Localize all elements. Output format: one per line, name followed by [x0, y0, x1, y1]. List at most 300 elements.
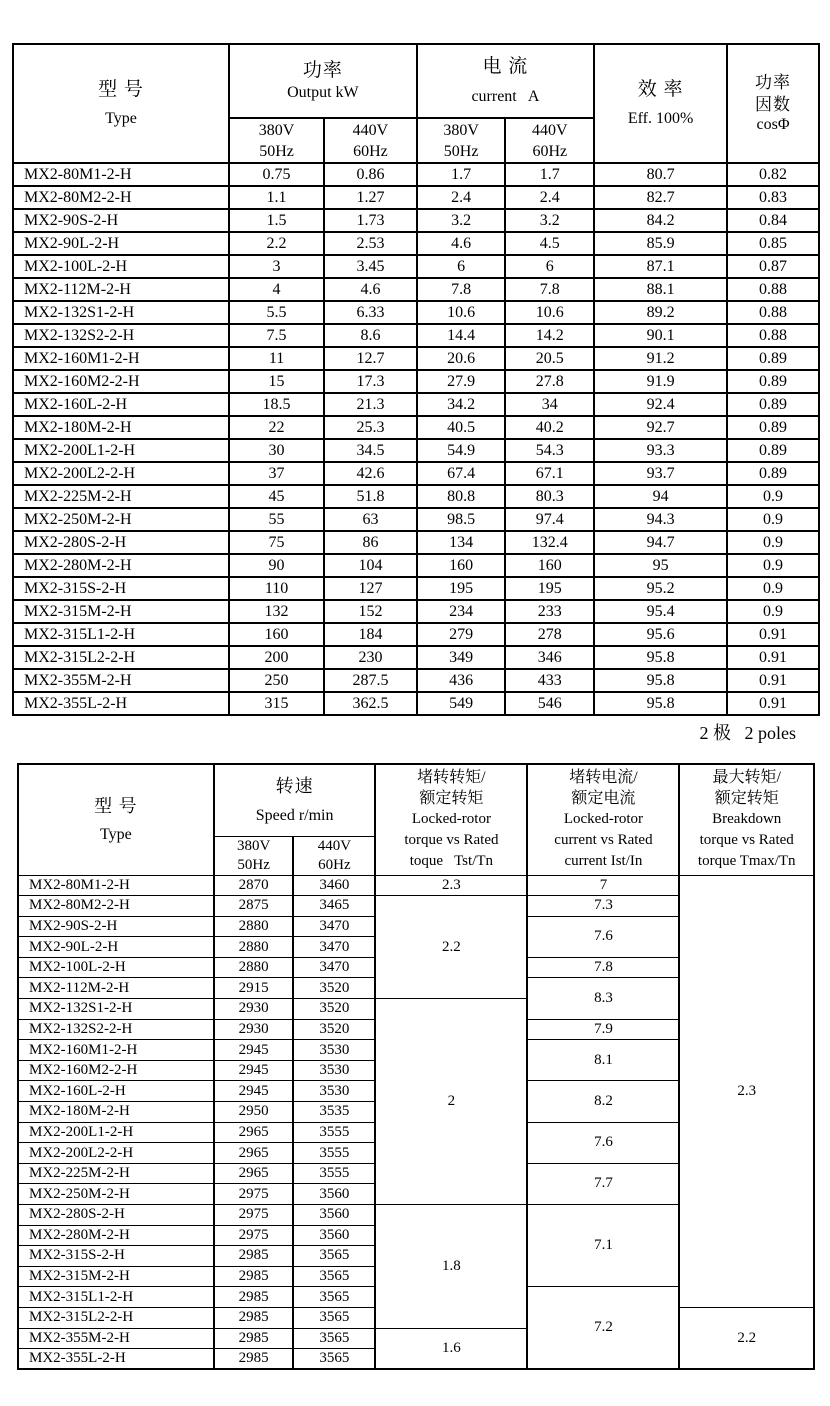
tst-tn-cell: 2: [375, 999, 527, 1205]
model-cell: MX2-80M2-2-H: [13, 186, 229, 209]
model-cell: MX2-180M-2-H: [13, 416, 229, 439]
table-row: [13, 646, 819, 669]
efficiency-cell: 95.4: [594, 600, 727, 623]
power-factor-cell: 0.84: [727, 209, 819, 232]
current-440v-cell: 27.8: [505, 370, 594, 393]
model-cell: MX2-80M1-2-H: [18, 875, 214, 896]
model-cell: MX2-315M-2-H: [13, 600, 229, 623]
current-440v-cell: 195: [505, 577, 594, 600]
current-380v-cell: 27.9: [417, 370, 506, 393]
output-440v-cell: 0.86: [324, 163, 417, 186]
power-factor-cell: 0.89: [727, 393, 819, 416]
output-440v-cell: 184: [324, 623, 417, 646]
output-380v-cell: 3: [229, 255, 324, 278]
model-cell: MX2-355L-2-H: [18, 1349, 214, 1370]
model-cell: MX2-280M-2-H: [18, 1225, 214, 1246]
efficiency-header-zh: 效 率: [637, 78, 684, 100]
output-380v-cell: 55: [229, 508, 324, 531]
model-cell: MX2-355M-2-H: [18, 1328, 214, 1349]
speed-header-zh: 转速: [275, 776, 314, 796]
tmax-tn-cell: 2.3: [679, 875, 814, 1307]
model-cell: MX2-132S1-2-H: [13, 301, 229, 324]
output-440v-cell: 12.7: [324, 347, 417, 370]
table-row: [13, 462, 819, 485]
speed-440v-cell: 3560: [293, 1184, 375, 1205]
speed-380v-cell: 2975: [214, 1184, 294, 1205]
efficiency-cell: 95.6: [594, 623, 727, 646]
model-cell: MX2-200L2-2-H: [18, 1143, 214, 1164]
power-factor-header-zh2: 因数: [755, 94, 792, 114]
output-380v-cell: 22: [229, 416, 324, 439]
power-factor-cell: 0.9: [727, 600, 819, 623]
power-header: [229, 44, 417, 118]
power-factor-cell: 0.89: [727, 416, 819, 439]
table-row: [13, 531, 819, 554]
speed-440v-cell: 3470: [293, 937, 375, 958]
model-cell: MX2-160M1-2-H: [18, 1040, 214, 1061]
table-row: [13, 278, 819, 301]
power-factor-cell: 0.9: [727, 531, 819, 554]
current-380v-cell: 67.4: [417, 462, 506, 485]
power-header-en: Output kW: [287, 83, 359, 101]
model-cell: MX2-112M-2-H: [13, 278, 229, 301]
current-440v-cell: 2.4: [505, 186, 594, 209]
efficiency-cell: 94: [594, 485, 727, 508]
model-cell: MX2-200L1-2-H: [18, 1122, 214, 1143]
table-row: [13, 232, 819, 255]
efficiency-cell: 93.3: [594, 439, 727, 462]
output-380v-cell: 90: [229, 554, 324, 577]
model-cell: MX2-315L1-2-H: [18, 1287, 214, 1308]
table-row: [13, 692, 819, 715]
efficiency-cell: 95.8: [594, 646, 727, 669]
model-cell: MX2-200L2-2-H: [13, 462, 229, 485]
current-380v-cell: 349: [417, 646, 506, 669]
efficiency-cell: 89.2: [594, 301, 727, 324]
output-380v-cell: 1.5: [229, 209, 324, 232]
speed-440v-cell: 3565: [293, 1246, 375, 1267]
output-440v-cell: 51.8: [324, 485, 417, 508]
current-440v-cell: 40.2: [505, 416, 594, 439]
speed-440v-cell: 3560: [293, 1225, 375, 1246]
table-row: [13, 347, 819, 370]
tmax-tn-cell: 2.2: [679, 1307, 814, 1369]
model-cell: MX2-315M-2-H: [18, 1266, 214, 1287]
output-440v-cell: 4.6: [324, 278, 417, 301]
power-factor-cell: 0.89: [727, 347, 819, 370]
current-440v-cell: 20.5: [505, 347, 594, 370]
speed-440v-cell: 3535: [293, 1102, 375, 1123]
speed-380v-subheader: 380V 50Hz: [214, 836, 294, 875]
speed-380v-cell: 2965: [214, 1143, 294, 1164]
current-380v-cell: 195: [417, 577, 506, 600]
efficiency-cell: 80.7: [594, 163, 727, 186]
output-440v-cell: 42.6: [324, 462, 417, 485]
output-440v-cell: 287.5: [324, 669, 417, 692]
current-440v-subheader: 440V 60Hz: [505, 118, 594, 163]
output-380v-cell: 4: [229, 278, 324, 301]
type-header-zh: 型 号: [98, 78, 144, 100]
speed-440v-cell: 3470: [293, 957, 375, 978]
model-cell: MX2-90S-2-H: [13, 209, 229, 232]
power-header-zh: 功率: [302, 60, 343, 82]
speed-440v-cell: 3520: [293, 978, 375, 999]
output-440v-cell: 2.53: [324, 232, 417, 255]
model-cell: MX2-315L2-2-H: [18, 1307, 214, 1328]
power-factor-cell: 0.91: [727, 646, 819, 669]
ist-in-cell: 7.7: [527, 1163, 679, 1204]
power-factor-cell: 0.91: [727, 669, 819, 692]
speed-440v-cell: 3565: [293, 1328, 375, 1349]
speed-440v-cell: 3465: [293, 896, 375, 917]
current-380v-cell: 6: [417, 255, 506, 278]
current-440v-cell: 97.4: [505, 508, 594, 531]
model-cell: MX2-132S2-2-H: [13, 324, 229, 347]
current-440v-cell: 7.8: [505, 278, 594, 301]
current-380v-cell: 549: [417, 692, 506, 715]
current-380v-cell: 10.6: [417, 301, 506, 324]
output-440v-cell: 25.3: [324, 416, 417, 439]
output-380v-cell: 5.5: [229, 301, 324, 324]
table-row: [13, 439, 819, 462]
speed-440v-cell: 3560: [293, 1205, 375, 1226]
current-380v-cell: 134: [417, 531, 506, 554]
power-factor-cell: 0.88: [727, 278, 819, 301]
speed-380v-cell: 2945: [214, 1040, 294, 1061]
efficiency-header: [594, 44, 727, 163]
power-factor-cell: 0.89: [727, 370, 819, 393]
model-cell: MX2-160L-2-H: [13, 393, 229, 416]
speed-440v-cell: 3530: [293, 1081, 375, 1102]
efficiency-cell: 95.8: [594, 692, 727, 715]
model-cell: MX2-160L-2-H: [18, 1081, 214, 1102]
table-row: [13, 393, 819, 416]
output-380v-cell: 75: [229, 531, 324, 554]
model-cell: MX2-250M-2-H: [13, 508, 229, 531]
model-cell: MX2-132S1-2-H: [18, 999, 214, 1020]
table-row: [18, 875, 814, 896]
current-380v-cell: 1.7: [417, 163, 506, 186]
table-row: [13, 485, 819, 508]
current-440v-cell: 3.2: [505, 209, 594, 232]
speed-440v-cell: 3470: [293, 916, 375, 937]
output-380v-cell: 11: [229, 347, 324, 370]
current-380v-cell: 34.2: [417, 393, 506, 416]
model-cell: MX2-280M-2-H: [13, 554, 229, 577]
breakdown-torque-header: 最大转矩/ 额定转矩 Breakdown torque vs Rated torque Tmax/Tn: [679, 764, 814, 875]
output-440v-cell: 21.3: [324, 393, 417, 416]
ist-in-cell: 7.6: [527, 1122, 679, 1163]
power-440v-subheader: 440V 60Hz: [324, 118, 417, 163]
power-factor-cell: 0.9: [727, 508, 819, 531]
output-440v-cell: 6.33: [324, 301, 417, 324]
current-440v-cell: 6: [505, 255, 594, 278]
speed-440v-cell: 3530: [293, 1040, 375, 1061]
tst-tn-cell: 2.3: [375, 875, 527, 896]
table-row: [13, 577, 819, 600]
table-row: [13, 508, 819, 531]
power-factor-cell: 0.91: [727, 623, 819, 646]
table-row: [13, 301, 819, 324]
power-factor-cell: 0.9: [727, 554, 819, 577]
efficiency-cell: 87.1: [594, 255, 727, 278]
output-380v-cell: 7.5: [229, 324, 324, 347]
model-cell: MX2-200L1-2-H: [13, 439, 229, 462]
type-header: [13, 44, 229, 163]
power-factor-cell: 0.9: [727, 485, 819, 508]
current-380v-cell: 14.4: [417, 324, 506, 347]
tst-tn-cell: 1.6: [375, 1328, 527, 1369]
efficiency-cell: 85.9: [594, 232, 727, 255]
current-header: [417, 44, 594, 118]
output-380v-cell: 15: [229, 370, 324, 393]
output-440v-cell: 17.3: [324, 370, 417, 393]
speed-380v-cell: 2965: [214, 1163, 294, 1184]
model-cell: MX2-280S-2-H: [18, 1205, 214, 1226]
efficiency-cell: 84.2: [594, 209, 727, 232]
current-440v-cell: 10.6: [505, 301, 594, 324]
table-row: [13, 669, 819, 692]
model-cell: MX2-315S-2-H: [13, 577, 229, 600]
speed-440v-cell: 3565: [293, 1266, 375, 1287]
output-440v-cell: 1.27: [324, 186, 417, 209]
speed-380v-cell: 2985: [214, 1287, 294, 1308]
table-row: [13, 554, 819, 577]
speed-380v-cell: 2985: [214, 1246, 294, 1267]
current-380v-cell: 7.8: [417, 278, 506, 301]
model-cell: MX2-160M2-2-H: [13, 370, 229, 393]
speed-380v-cell: 2915: [214, 978, 294, 999]
model-cell: MX2-160M2-2-H: [18, 1060, 214, 1081]
speed-header: [214, 764, 376, 836]
output-380v-cell: 315: [229, 692, 324, 715]
output-380v-cell: 200: [229, 646, 324, 669]
efficiency-header-en: Eff. 100%: [627, 110, 694, 128]
table-row: [13, 255, 819, 278]
speed-380v-cell: 2985: [214, 1307, 294, 1328]
speed-380v-cell: 2870: [214, 875, 294, 896]
current-440v-cell: 346: [505, 646, 594, 669]
ist-in-cell: 7.6: [527, 916, 679, 957]
output-current-table: [12, 43, 820, 716]
ist-in-cell: 7.1: [527, 1205, 679, 1287]
power-factor-cell: 0.87: [727, 255, 819, 278]
current-380v-cell: 3.2: [417, 209, 506, 232]
efficiency-cell: 94.3: [594, 508, 727, 531]
efficiency-cell: 82.7: [594, 186, 727, 209]
output-380v-cell: 37: [229, 462, 324, 485]
type-header-t2: [18, 764, 214, 875]
type-header-en: Type: [105, 110, 137, 128]
ist-in-cell: 8.1: [527, 1040, 679, 1081]
efficiency-cell: 93.7: [594, 462, 727, 485]
output-380v-cell: 2.2: [229, 232, 324, 255]
current-440v-cell: 54.3: [505, 439, 594, 462]
efficiency-cell: 88.1: [594, 278, 727, 301]
ist-in-cell: 7: [527, 875, 679, 896]
model-cell: MX2-225M-2-H: [13, 485, 229, 508]
model-cell: MX2-180M-2-H: [18, 1102, 214, 1123]
model-cell: MX2-80M2-2-H: [18, 896, 214, 917]
output-440v-cell: 230: [324, 646, 417, 669]
current-380v-cell: 2.4: [417, 186, 506, 209]
efficiency-cell: 92.4: [594, 393, 727, 416]
speed-380v-cell: 2985: [214, 1349, 294, 1370]
model-cell: MX2-355L-2-H: [13, 692, 229, 715]
output-440v-cell: 152: [324, 600, 417, 623]
current-380v-cell: 234: [417, 600, 506, 623]
table-row: [13, 623, 819, 646]
output-380v-cell: 1.1: [229, 186, 324, 209]
power-factor-cell: 0.82: [727, 163, 819, 186]
speed-380v-cell: 2945: [214, 1060, 294, 1081]
efficiency-cell: 91.9: [594, 370, 727, 393]
current-440v-cell: 14.2: [505, 324, 594, 347]
model-cell: MX2-280S-2-H: [13, 531, 229, 554]
current-380v-cell: 98.5: [417, 508, 506, 531]
power-factor-cell: 0.9: [727, 577, 819, 600]
efficiency-cell: 94.7: [594, 531, 727, 554]
power-factor-cell: 0.89: [727, 462, 819, 485]
speed-440v-cell: 3565: [293, 1287, 375, 1308]
current-440v-cell: 67.1: [505, 462, 594, 485]
speed-440v-cell: 3555: [293, 1122, 375, 1143]
output-440v-cell: 1.73: [324, 209, 417, 232]
ist-in-cell: 7.2: [527, 1287, 679, 1369]
power-factor-cell: 0.83: [727, 186, 819, 209]
table-row: [13, 163, 819, 186]
output-440v-cell: 127: [324, 577, 417, 600]
power-factor-cell: 0.89: [727, 439, 819, 462]
table-row: [13, 324, 819, 347]
current-440v-cell: 278: [505, 623, 594, 646]
speed-380v-cell: 2930: [214, 1019, 294, 1040]
output-440v-cell: 104: [324, 554, 417, 577]
output-380v-cell: 132: [229, 600, 324, 623]
current-header-en: current A: [471, 87, 540, 105]
current-440v-cell: 34: [505, 393, 594, 416]
current-380v-cell: 54.9: [417, 439, 506, 462]
tst-tn-cell: 2.2: [375, 896, 527, 999]
speed-380v-cell: 2880: [214, 937, 294, 958]
current-440v-cell: 433: [505, 669, 594, 692]
speed-440v-cell: 3530: [293, 1060, 375, 1081]
power-factor-header-en: cosΦ: [756, 115, 790, 133]
speed-380v-cell: 2880: [214, 957, 294, 978]
model-cell: MX2-225M-2-H: [18, 1163, 214, 1184]
speed-440v-cell: 3555: [293, 1163, 375, 1184]
efficiency-cell: 95.8: [594, 669, 727, 692]
power-factor-cell: 0.88: [727, 301, 819, 324]
efficiency-cell: 92.7: [594, 416, 727, 439]
model-cell: MX2-315S-2-H: [18, 1246, 214, 1267]
current-380v-cell: 80.8: [417, 485, 506, 508]
tst-tn-cell: 1.8: [375, 1205, 527, 1329]
output-440v-cell: 8.6: [324, 324, 417, 347]
output-440v-cell: 362.5: [324, 692, 417, 715]
output-380v-cell: 45: [229, 485, 324, 508]
model-cell: MX2-100L-2-H: [13, 255, 229, 278]
current-380v-cell: 4.6: [417, 232, 506, 255]
power-factor-header-zh1: 功率: [755, 73, 792, 93]
power-factor-cell: 0.88: [727, 324, 819, 347]
efficiency-cell: 90.1: [594, 324, 727, 347]
speed-380v-cell: 2875: [214, 896, 294, 917]
locked-rotor-torque-header: 堵转转矩/ 额定转矩 Locked-rotor torque vs Rated toque Tst/Tn: [375, 764, 527, 875]
locked-rotor-current-header: 堵转电流/ 额定电流 Locked-rotor current vs Rated current Ist/In: [527, 764, 679, 875]
current-380v-cell: 20.6: [417, 347, 506, 370]
table1-body: [13, 163, 819, 715]
speed-380v-cell: 2945: [214, 1081, 294, 1102]
ist-in-cell: 8.2: [527, 1081, 679, 1122]
current-440v-cell: 4.5: [505, 232, 594, 255]
table-row: [13, 370, 819, 393]
output-380v-cell: 0.75: [229, 163, 324, 186]
model-cell: MX2-112M-2-H: [18, 978, 214, 999]
current-380v-cell: 279: [417, 623, 506, 646]
output-380v-cell: 18.5: [229, 393, 324, 416]
current-header-zh: 电 流: [482, 56, 529, 78]
speed-380v-cell: 2950: [214, 1102, 294, 1123]
ist-in-cell: 7.3: [527, 896, 679, 917]
efficiency-cell: 95.2: [594, 577, 727, 600]
model-cell: MX2-315L2-2-H: [13, 646, 229, 669]
table-row: [13, 416, 819, 439]
table-row: [13, 209, 819, 232]
output-440v-cell: 86: [324, 531, 417, 554]
model-cell: MX2-90L-2-H: [18, 937, 214, 958]
power-factor-header: [727, 44, 819, 163]
current-440v-cell: 160: [505, 554, 594, 577]
speed-380v-cell: 2975: [214, 1205, 294, 1226]
current-440v-cell: 546: [505, 692, 594, 715]
speed-380v-cell: 2975: [214, 1225, 294, 1246]
output-380v-cell: 250: [229, 669, 324, 692]
table2-body: [18, 875, 814, 1369]
output-380v-cell: 110: [229, 577, 324, 600]
power-factor-cell: 0.91: [727, 692, 819, 715]
output-380v-cell: 160: [229, 623, 324, 646]
current-440v-cell: 1.7: [505, 163, 594, 186]
model-cell: MX2-160M1-2-H: [13, 347, 229, 370]
current-380v-cell: 160: [417, 554, 506, 577]
current-380v-subheader: 380V 50Hz: [417, 118, 506, 163]
speed-380v-cell: 2985: [214, 1266, 294, 1287]
current-440v-cell: 233: [505, 600, 594, 623]
model-cell: MX2-355M-2-H: [13, 669, 229, 692]
poles-caption: 2 极 2 poles: [699, 723, 796, 743]
ist-in-cell: 8.3: [527, 978, 679, 1019]
speed-380v-cell: 2880: [214, 916, 294, 937]
speed-380v-cell: 2965: [214, 1122, 294, 1143]
current-380v-cell: 40.5: [417, 416, 506, 439]
current-380v-cell: 436: [417, 669, 506, 692]
table-row: [13, 186, 819, 209]
model-cell: MX2-132S2-2-H: [18, 1019, 214, 1040]
model-cell: MX2-90S-2-H: [18, 916, 214, 937]
power-factor-cell: 0.85: [727, 232, 819, 255]
speed-440v-cell: 3565: [293, 1349, 375, 1370]
speed-440v-cell: 3460: [293, 875, 375, 896]
speed-440v-cell: 3520: [293, 1019, 375, 1040]
model-cell: MX2-90L-2-H: [13, 232, 229, 255]
current-440v-cell: 80.3: [505, 485, 594, 508]
type-header-t2-zh: 型 号: [94, 795, 138, 816]
output-380v-cell: 30: [229, 439, 324, 462]
ist-in-cell: 7.8: [527, 957, 679, 978]
model-cell: MX2-315L1-2-H: [13, 623, 229, 646]
speed-440v-cell: 3565: [293, 1307, 375, 1328]
